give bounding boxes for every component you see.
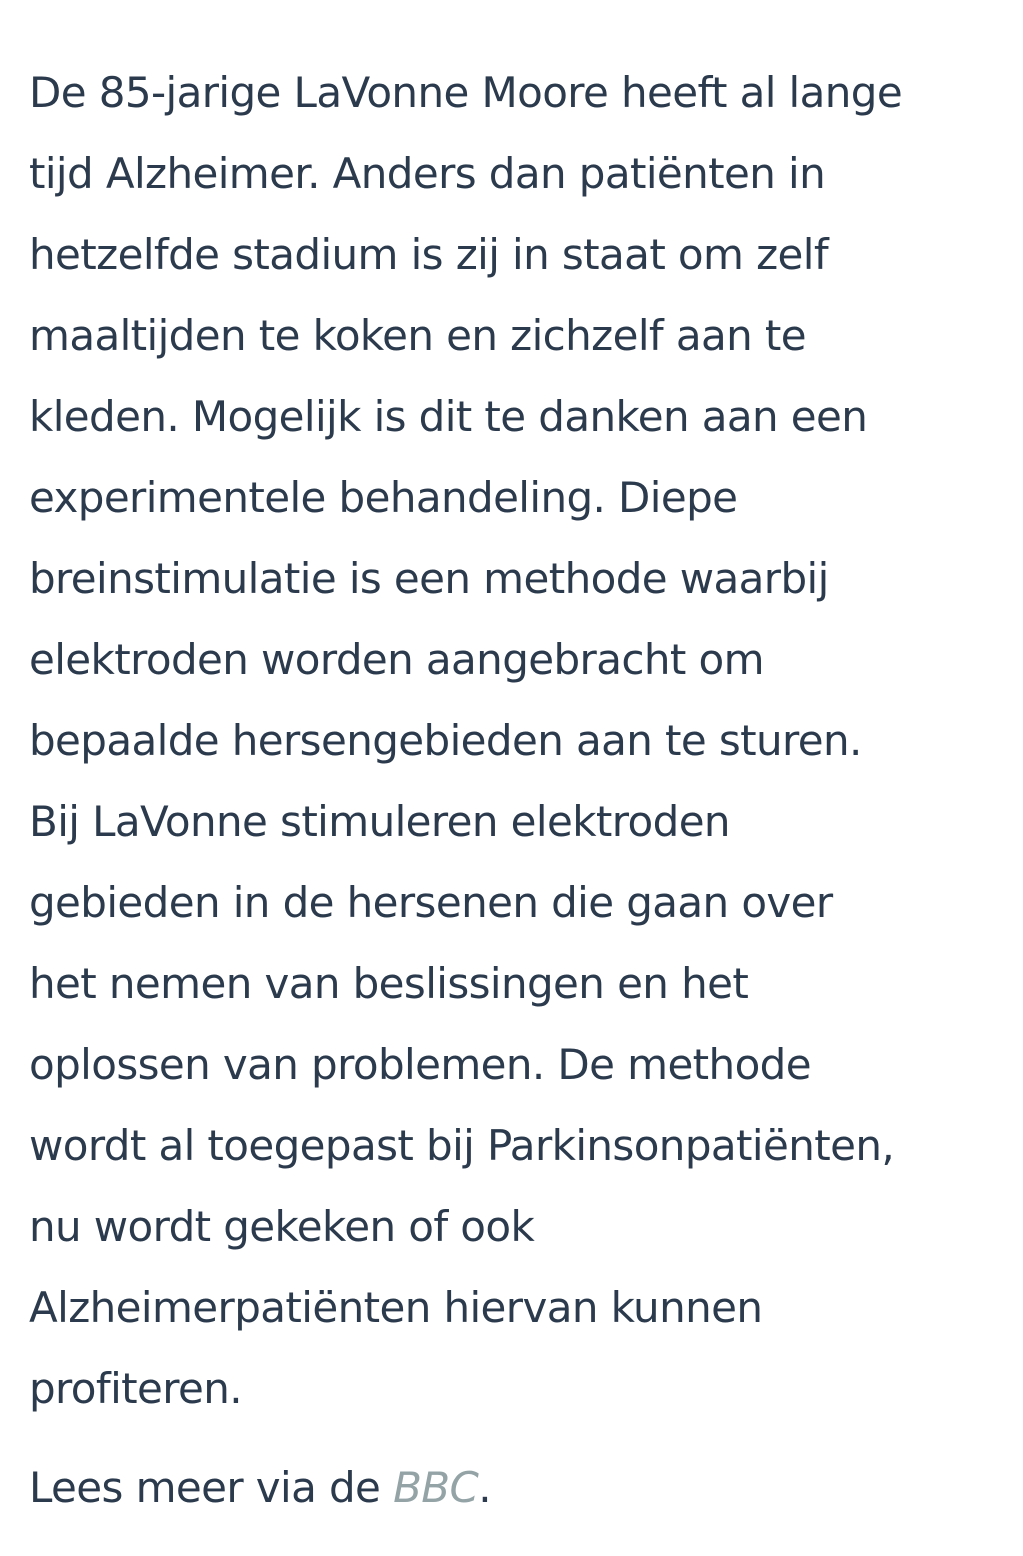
paragraph-line: kleden. Mogelijk is dit te danken aan een xyxy=(29,392,868,441)
paragraph-line: Alzheimerpatiënten hiervan kunnen xyxy=(29,1283,763,1332)
paragraph-line: gebieden in de hersenen die gaan over xyxy=(29,878,833,927)
paragraph-line: tijd Alzheimer. Anders dan patiënten in xyxy=(29,149,826,198)
paragraph-line: Bij LaVonne stimuleren elektroden xyxy=(29,797,730,846)
paragraph-line: hetzelfde stadium is zij in staat om zelf xyxy=(29,230,829,279)
bbc-source-link[interactable]: BBC xyxy=(393,1463,479,1512)
paragraph-line: elektroden worden aangebracht om xyxy=(29,635,764,684)
article-body xyxy=(29,52,1004,1528)
paragraph-line: het nemen van beslissingen en het xyxy=(29,959,749,1008)
paragraph-line: De 85-jarige LaVonne Moore heeft al lange xyxy=(29,68,903,117)
read-more-prefix: Lees meer via de xyxy=(29,1463,394,1512)
paragraph-line: profiteren. xyxy=(29,1364,243,1413)
read-more-suffix: . xyxy=(478,1463,491,1512)
paragraph-line: bepaalde hersengebieden aan te sturen. xyxy=(29,716,862,765)
paragraph-line: wordt al toegepast bij Parkinsonpatiënten, xyxy=(29,1121,895,1170)
paragraph-line: oplossen van problemen. De methode xyxy=(29,1040,811,1089)
read-more-paragraph xyxy=(29,1447,1004,1528)
article-paragraph xyxy=(29,52,1004,1429)
paragraph-line: nu wordt gekeken of ook xyxy=(29,1202,535,1251)
paragraph-line: experimentele behandeling. Diepe xyxy=(29,473,738,522)
paragraph-line: maaltijden te koken en zichzelf aan te xyxy=(29,311,807,360)
paragraph-line: breinstimulatie is een methode waarbij xyxy=(29,554,829,603)
